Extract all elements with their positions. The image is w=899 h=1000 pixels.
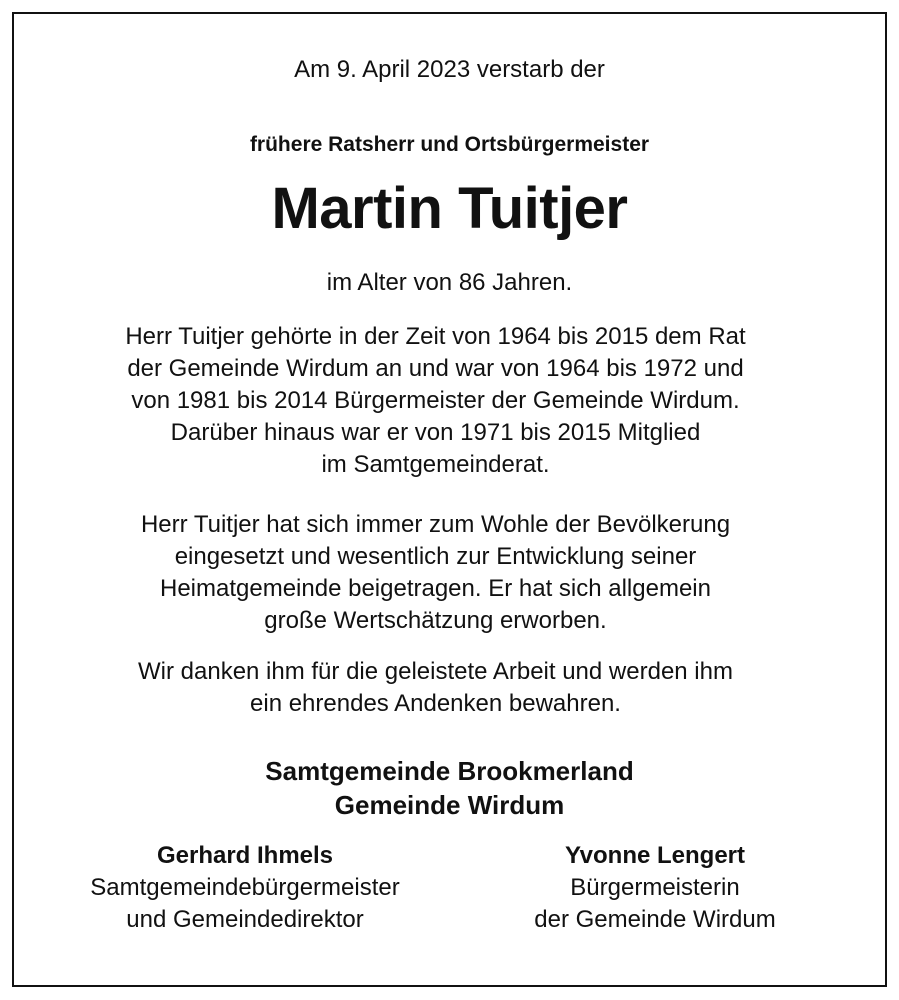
tribute-paragraph — [40, 509, 831, 637]
deceased-role: frühere Ratsherr und Ortsbürgermeister — [249, 133, 650, 156]
age-text: im Alter von 86 Jahren. — [326, 269, 573, 296]
deceased-name: Martin Tuitjer — [271, 176, 628, 241]
text-line: große Wertschätzung erworben. — [264, 607, 607, 634]
text-line: ein ehrendes Andenken bewahren. — [250, 690, 621, 717]
thanks-paragraph — [40, 656, 831, 720]
text-line: im Samtgemeinderat. — [321, 451, 550, 478]
organizations — [0, 754, 899, 822]
signatory-right — [445, 840, 865, 936]
text-line: Wir danken ihm für die geleistete Arbeit und werden ihm — [138, 658, 733, 685]
signatory-title: Samtgemeindebürgermeister — [90, 874, 400, 901]
signatory-title: Bürgermeisterin — [570, 874, 740, 901]
signatory-name: Gerhard Ihmels — [156, 842, 334, 869]
signatory-left — [35, 840, 455, 936]
text-line: der Gemeinde Wirdum an und war von 1964 bis 1972 und — [127, 355, 744, 382]
text-line: Heimatgemeinde beigetragen. Er hat sich allgemein — [160, 575, 711, 602]
organization-name: Samtgemeinde Brookmerland — [265, 756, 634, 786]
text-line: eingesetzt und wesentlich zur Entwicklung seiner — [174, 543, 697, 570]
organization-name: Gemeinde Wirdum — [334, 790, 565, 820]
text-line: Darüber hinaus war er von 1971 bis 2015 Mitglied — [170, 419, 701, 446]
text-line: Herr Tuitjer gehörte in der Zeit von 1964 bis 2015 dem Rat — [125, 323, 746, 350]
signatory-title: der Gemeinde Wirdum — [534, 906, 776, 933]
text-line: Herr Tuitjer hat sich immer zum Wohle der Bevölkerung — [140, 511, 731, 538]
biography-paragraph — [40, 321, 831, 481]
signatory-name: Yvonne Lengert — [564, 842, 746, 869]
text-line: von 1981 bis 2014 Bürgermeister der Gemeinde Wirdum. — [131, 387, 740, 414]
signatory-title: und Gemeindedirektor — [126, 906, 364, 933]
intro-text: Am 9. April 2023 verstarb der — [294, 56, 605, 83]
